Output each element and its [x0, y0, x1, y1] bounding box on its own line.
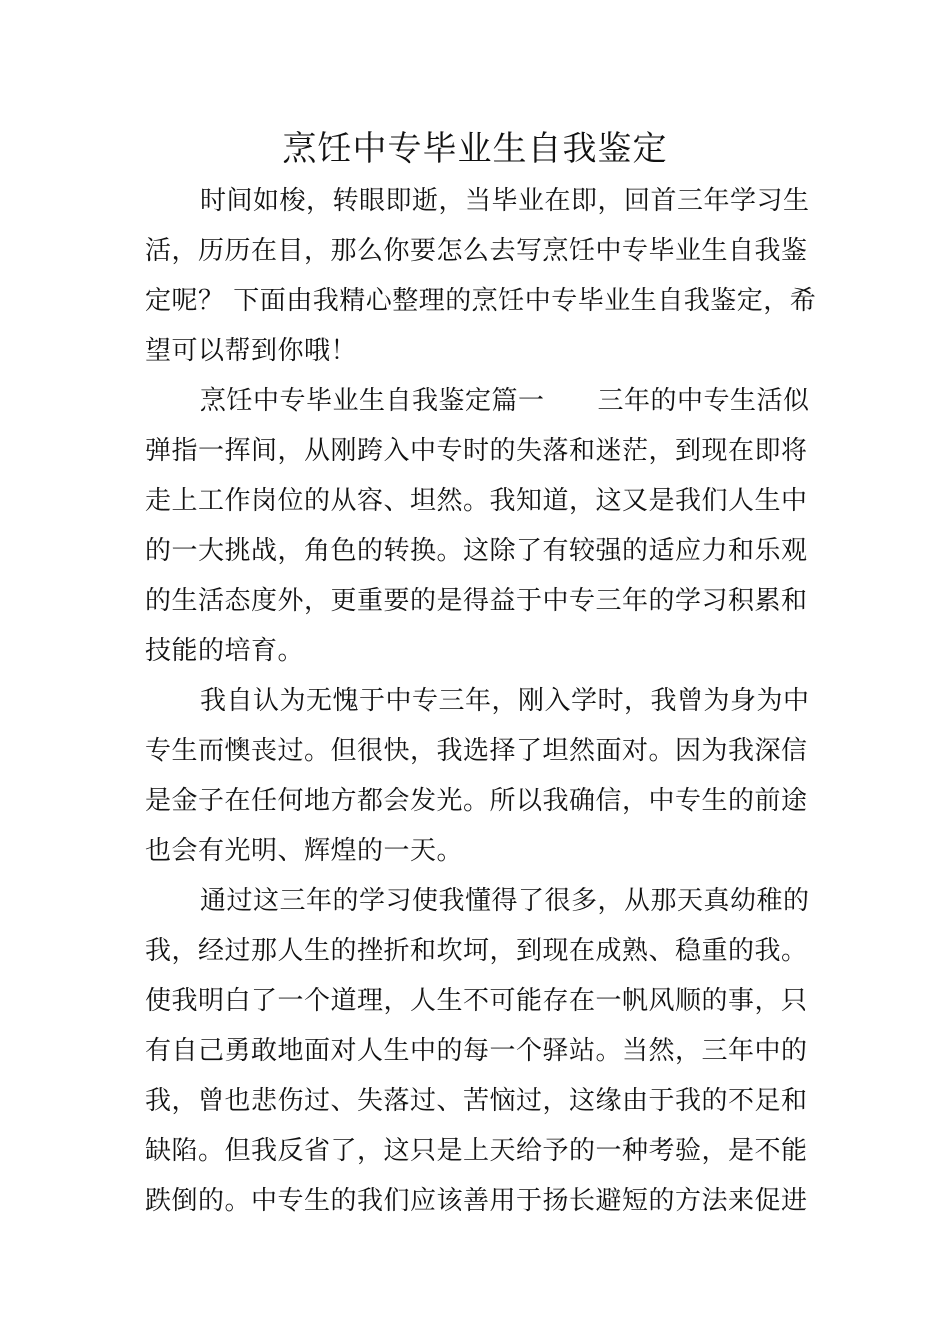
paragraph-line: 是金子在任何地方都会发光。所以我确信，中专生的前途	[145, 786, 808, 816]
paragraph-line: 定呢？ 下面由我精心整理的烹饪中专毕业生自我鉴定，希	[145, 286, 817, 316]
document-body	[145, 176, 817, 1226]
paragraph-line: 时间如梭，转眼即逝，当毕业在即，回首三年学习生	[200, 186, 810, 216]
paragraph-line: 弹指一挥间，从刚跨入中专时的失落和迷茫，到现在即将	[145, 436, 808, 466]
document-title: 烹饪中专毕业生自我鉴定	[282, 129, 668, 169]
paragraph-1	[145, 176, 817, 376]
paragraph-line: 使我明白了一个道理，人生不可能存在一帆风顺的事，只	[145, 986, 808, 1016]
paragraph-line: 活，历历在目，那么你要怎么去写烹饪中专毕业生自我鉴	[145, 236, 808, 266]
paragraph-line: 专生而懊丧过。但很快，我选择了坦然面对。因为我深信	[145, 736, 808, 766]
paragraph-line: 望可以帮到你哦！	[145, 336, 358, 366]
paragraph-line: 也会有光明、辉煌的一天。	[145, 836, 464, 866]
paragraph-3	[145, 676, 810, 876]
paragraph-2	[145, 376, 810, 676]
paragraph-line: 有自己勇敢地面对人生中的每一个驿站。当然，三年中的	[145, 1036, 808, 1066]
paragraph-line: 烹饪中专毕业生自我鉴定篇一 三年的中专生活似	[200, 386, 810, 416]
paragraph-line: 通过这三年的学习使我懂得了很多，从那天真幼稚的	[200, 886, 810, 916]
paragraph-line: 技能的培育。	[145, 636, 305, 666]
paragraph-line: 我，经过那人生的挫折和坎坷，到现在成熟、稳重的我。	[145, 936, 808, 966]
paragraph-line: 我，曾也悲伤过、失落过、苦恼过，这缘由于我的不足和	[145, 1086, 808, 1116]
paragraph-line: 我自认为无愧于中专三年，刚入学时，我曾为身为中	[200, 686, 810, 716]
paragraph-line: 缺陷。但我反省了，这只是上天给予的一种考验，是不能	[145, 1136, 808, 1166]
paragraph-line: 走上工作岗位的从容、坦然。我知道，这又是我们人生中	[145, 486, 808, 516]
paragraph-4	[145, 876, 810, 1226]
paragraph-line: 的一大挑战，角色的转换。这除了有较强的适应力和乐观	[145, 536, 808, 566]
paragraph-line: 跌倒的。中专生的我们应该善用于扬长避短的方法来促进	[145, 1186, 808, 1216]
paragraph-line: 的生活态度外，更重要的是得益于中专三年的学习积累和	[145, 586, 808, 616]
